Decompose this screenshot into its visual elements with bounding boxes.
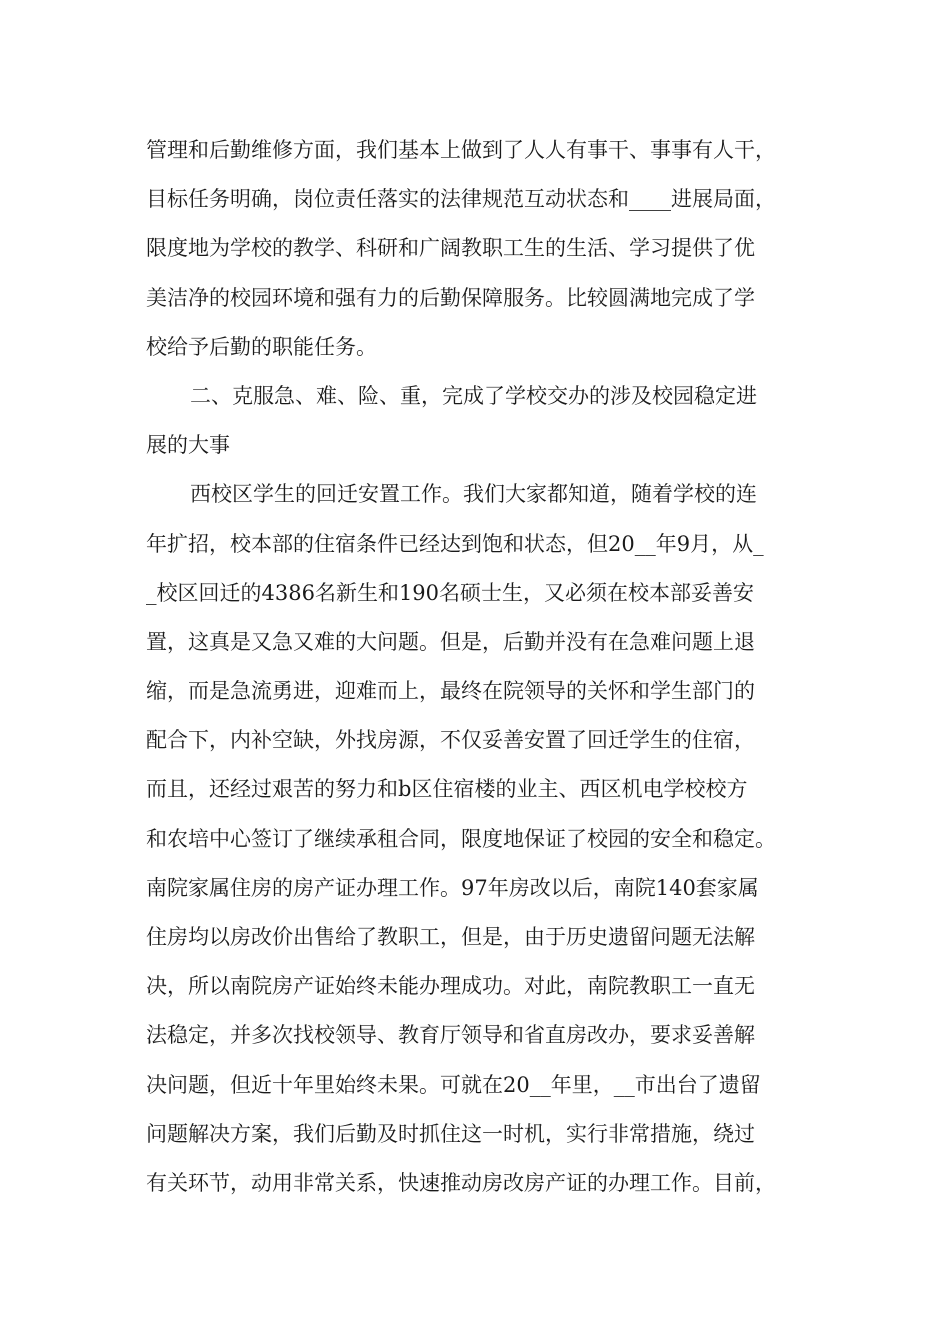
text-line: 缩，而是急流勇进，迎难而上，最终在院领导的关怀和学生部门的 (146, 679, 755, 704)
text-line: 限度地为学校的教学、科研和广阔教职工生的生活、学习提供了优 (146, 236, 755, 261)
text-line: _校区回迁的4386名新生和190名硕士生，又必须在校本部妥善安 (146, 580, 755, 605)
text-line: 有关环节，动用非常关系，快速推动房改房产证的办理工作。目前， (146, 1170, 776, 1195)
section-heading-line: 展的大事 (146, 433, 230, 458)
text-line: 决问题，但近十年里始终未果。可就在20__年里，__市出台了遗留 (146, 1072, 761, 1097)
text-line: 决，所以南院房产证始终未能办理成功。对此，南院教职工一直无 (146, 974, 755, 999)
text-line: 住房均以房改价出售给了教职工，但是，由于历史遗留问题无法解 (146, 925, 755, 949)
text-line: 而且，还经过艰苦的努力和b区住宿楼的业主、西区机电学校校方 (146, 777, 748, 802)
text-line: 校给予后勤的职能任务。 (146, 334, 377, 359)
text-line: 置，这真是又急又难的大问题。但是，后勤并没有在急难问题上退 (146, 629, 755, 654)
text-line: 目标任务明确，岗位责任落实的法律规范互动状态和____进展局面， (146, 187, 776, 212)
text-line: 配合下，内补空缺，外找房源，不仅妥善安置了回迁学生的住宿， (146, 728, 755, 753)
text-line: 南院家属住房的房产证办理工作。97年房改以后，南院140套家属 (146, 875, 759, 900)
text-line: 管理和后勤维修方面，我们基本上做到了人人有事干、事事有人干， (146, 138, 776, 162)
text-line: 美洁净的校园环境和强有力的后勤保障服务。比较圆满地完成了学 (146, 285, 755, 310)
section-heading-line: 二、克服急、难、险、重，完成了学校交办的涉及校园稳定进 (190, 383, 757, 408)
document-body (146, 126, 836, 1208)
text-line: 西校区学生的回迁安置工作。我们大家都知道，随着学校的连 (190, 482, 757, 507)
text-line: 问题解决方案，我们后勤及时抓住这一时机，实行非常措施，绕过 (146, 1121, 755, 1146)
text-line: 和农培中心签订了继续承租合同，限度地保证了校园的安全和稳定。 (146, 826, 776, 851)
text-line: 年扩招，校本部的住宿条件已经达到饱和状态，但20__年9月，从_ (146, 531, 764, 556)
text-line: 法稳定，并多次找校领导、教育厅领导和省直房改办，要求妥善解 (146, 1023, 755, 1048)
